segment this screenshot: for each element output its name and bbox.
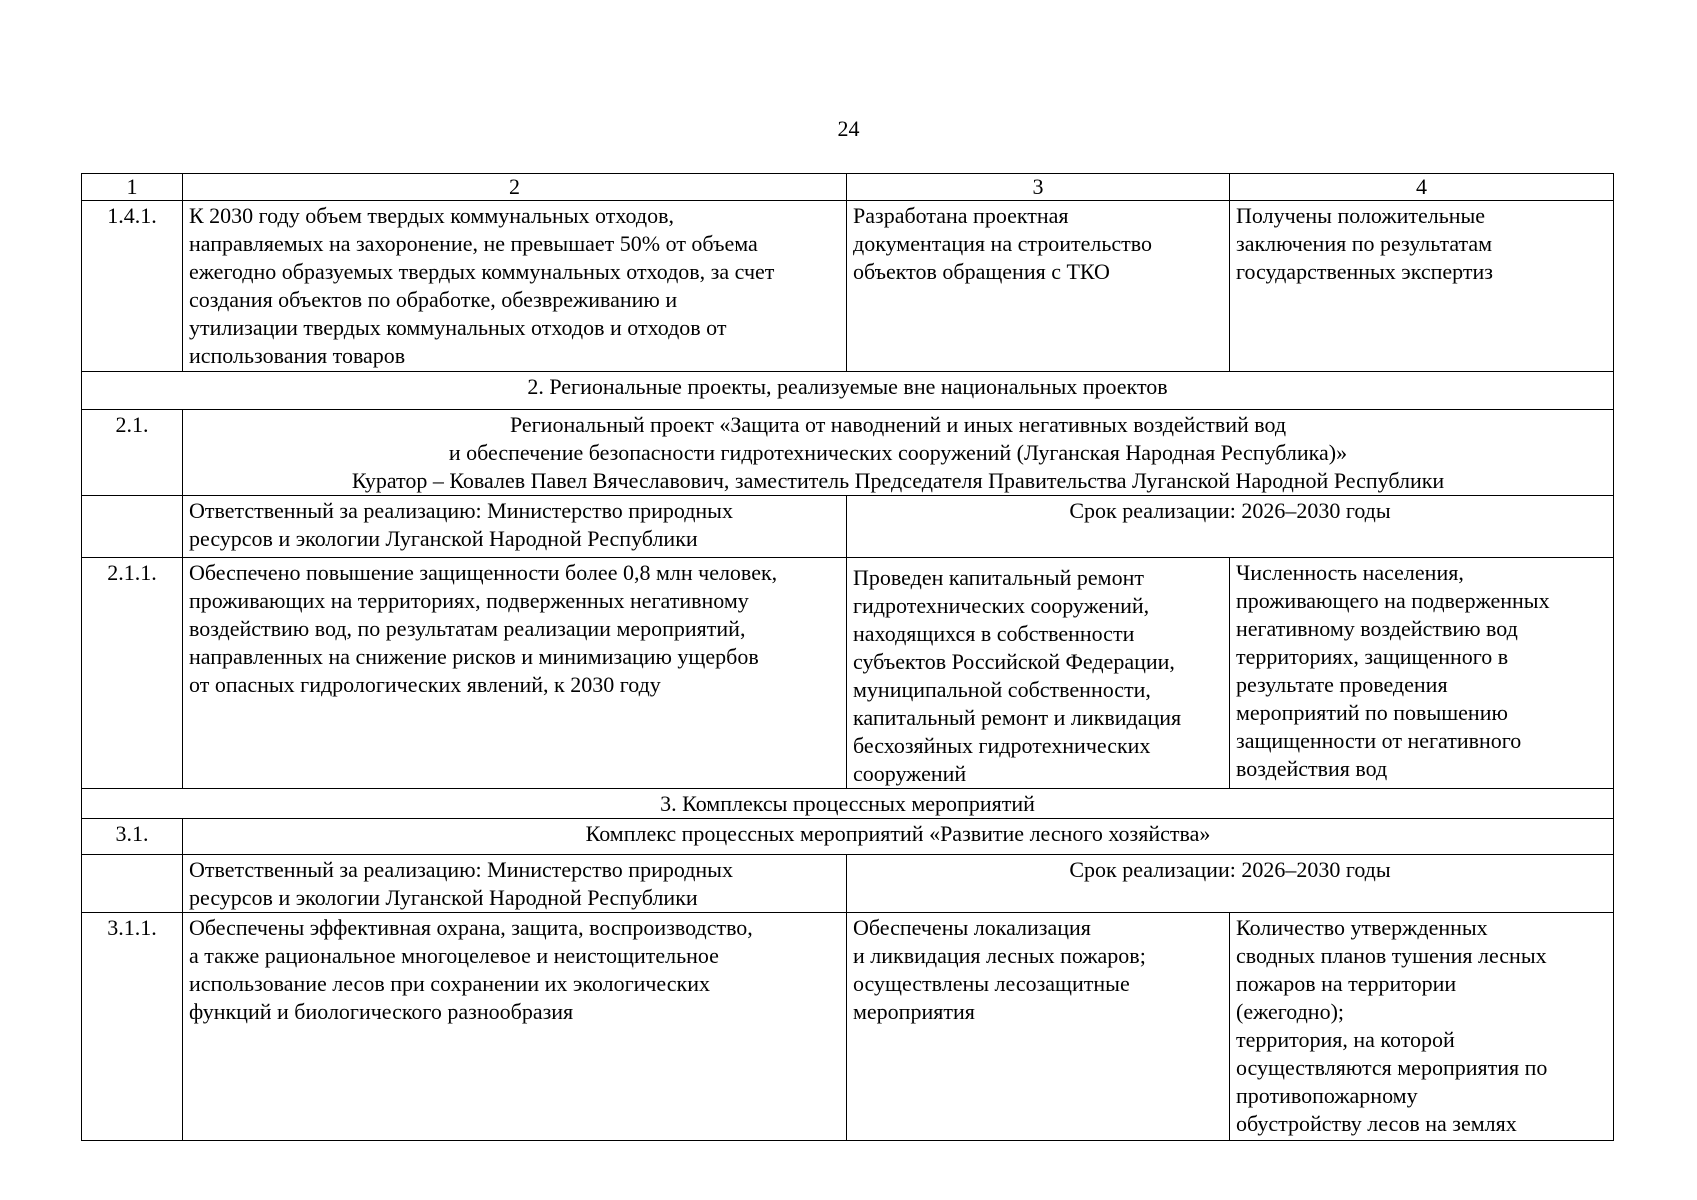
- result-description: Обеспечены эффективная охрана, защита, воспроизводство, а также рациональное многоцелевое и неистощительное использование лесов при сохранении их экологических функций и биологического разнообразия: [183, 913, 847, 1141]
- result-description: Обеспечено повышение защищенности более 0,8 млн человек, проживающих на территориях, подверженных негативному воздействию вод, по результатам реализации мероприятий, направленных на снижение рисков и минимизацию ущербов от опасных гидрологических явлений, к 2030 году: [183, 558, 847, 789]
- result-description: К 2030 году объем твердых коммунальных отходов, направляемых на захоронение, не превышает 50% от объема ежегодно образуемых твердых коммунальных отходов, за счет создания объектов по обработке, обезвреживанию и утилизации твердых коммунальных отходов и отходов от использования товаров: [183, 201, 847, 372]
- responsible-row: [82, 855, 1614, 913]
- result-indicator: Получены положительные заключения по результатам государственных экспертиз: [1230, 201, 1614, 372]
- row-number: 2.1.: [82, 410, 183, 496]
- page-number: 24: [837, 116, 860, 141]
- responsible-text: Ответственный за реализацию: Министерство природных ресурсов и экологии Луганской Народной Республики: [183, 855, 847, 913]
- section-row: [82, 789, 1614, 819]
- section-row: [82, 372, 1614, 410]
- empty-cell: [82, 855, 183, 913]
- result-characteristic: Разработана проектная документация на строительство объектов обращения с ТКО: [847, 201, 1230, 372]
- table-header-row: [82, 174, 1614, 201]
- row-number: 3.1.1.: [82, 913, 183, 1141]
- header-col-1: 1: [82, 174, 183, 201]
- results-table: [81, 173, 1614, 1141]
- header-col-2: 2: [183, 174, 847, 201]
- project-row: [82, 410, 1614, 496]
- section-title-3: 3. Комплексы процессных мероприятий: [82, 789, 1614, 819]
- table-row: [82, 201, 1614, 372]
- term-text: Срок реализации: 2026–2030 годы: [847, 496, 1614, 558]
- section-title-2: 2. Региональные проекты, реализуемые вне национальных проектов: [82, 372, 1614, 410]
- row-number: 1.4.1.: [82, 201, 183, 372]
- result-characteristic: Проведен капитальный ремонт гидротехнических сооружений, находящихся в собственности субъектов Российской Федерации, муниципальной собственности, капитальный ремонт и ликвидация бесхозяйных гидротехнических сооружений: [847, 558, 1230, 789]
- responsible-row: [82, 496, 1614, 558]
- empty-cell: [82, 496, 183, 558]
- project-title: Региональный проект «Защита от наводнений и иных негативных воздействий вод и обеспечение безопасности гидротехнических сооружений (Луганская Народная Республика)» Куратор – Ковалев Павел Вячеславович, заместитель Председателя Правительства Луганской Народной Республики: [183, 410, 1614, 496]
- header-col-4: 4: [1230, 174, 1614, 201]
- complex-row: [82, 819, 1614, 855]
- result-indicator: Численность населения, проживающего на подверженных негативному воздействию вод территориях, защищенного в результате проведения мероприятий по повышению защищенности от негативного воздействия вод: [1230, 558, 1614, 789]
- row-number: 2.1.1.: [82, 558, 183, 789]
- header-col-3: 3: [847, 174, 1230, 201]
- result-characteristic: Обеспечены локализация и ликвидация лесных пожаров; осуществлены лесозащитные мероприятия: [847, 913, 1230, 1141]
- row-number: 3.1.: [82, 819, 183, 855]
- table-row: [82, 913, 1614, 1141]
- result-indicator: Количество утвержденных сводных планов тушения лесных пожаров на территории (ежегодно); территория, на которой осуществляются мероприятия по противопожарному обустройству лесов на землях: [1230, 913, 1614, 1141]
- complex-title: Комплекс процессных мероприятий «Развитие лесного хозяйства»: [183, 819, 1614, 855]
- responsible-text: Ответственный за реализацию: Министерство природных ресурсов и экологии Луганской Народной Республики: [183, 496, 847, 558]
- term-text: Срок реализации: 2026–2030 годы: [847, 855, 1614, 913]
- table-row: [82, 558, 1614, 789]
